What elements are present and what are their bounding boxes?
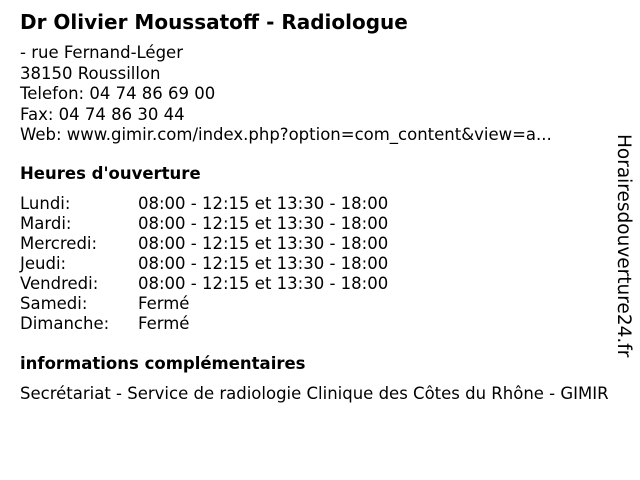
website-link[interactable]: Web: www.gimir.com/index.php?option=com_content&view=a... <box>20 125 552 144</box>
address-city: 38150 Roussillon <box>20 63 161 83</box>
watermark-text: Horairesdouverture24.fr <box>613 134 634 358</box>
day-label: Dimanche: <box>20 314 110 333</box>
contact-block <box>20 43 552 146</box>
info-text: Secrétariat - Service de radiologie Clinique des Côtes du Rhône - GIMIR <box>20 384 609 403</box>
time-value: Fermé <box>138 314 190 333</box>
time-value: Fermé <box>138 294 190 313</box>
day-label: Mercredi: <box>20 234 98 253</box>
hours-heading: Heures d'ouverture <box>20 164 201 183</box>
time-value: 08:00 - 12:15 et 13:30 - 18:00 <box>138 194 389 213</box>
day-label: Vendredi: <box>20 274 99 293</box>
day-label: Jeudi: <box>20 254 67 273</box>
info-heading: informations complémentaires <box>20 354 306 373</box>
address-street: - rue Fernand-Léger <box>20 43 183 62</box>
time-value: 08:00 - 12:15 et 13:30 - 18:00 <box>138 214 389 233</box>
time-value: 08:00 - 12:15 et 13:30 - 18:00 <box>138 254 389 273</box>
day-label: Samedi: <box>20 294 88 313</box>
day-label: Lundi: <box>20 194 71 213</box>
time-value: 08:00 - 12:15 et 13:30 - 18:00 <box>138 234 389 253</box>
page-title: Dr Olivier Moussatoff - Radiologue <box>20 10 408 34</box>
day-label: Mardi: <box>20 214 72 233</box>
phone-number: Telefon: 04 74 86 69 00 <box>20 84 216 103</box>
time-value: 08:00 - 12:15 et 13:30 - 18:00 <box>138 274 389 293</box>
fax-number: Fax: 04 74 86 30 44 <box>20 104 185 124</box>
